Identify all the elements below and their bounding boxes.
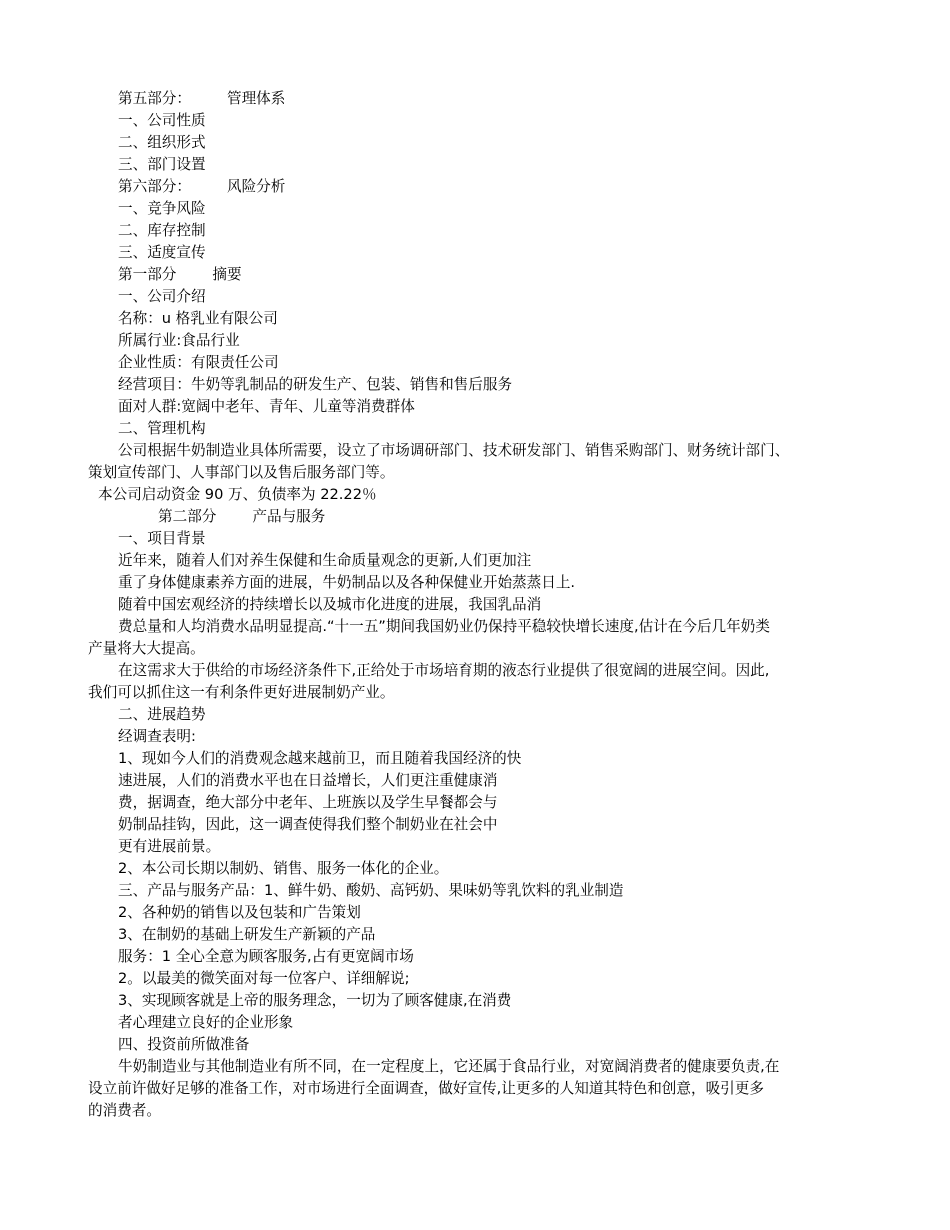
text-line: 3、在制奶的基础上研发生产新颖的产品 — [118, 926, 376, 943]
paragraph-line: 公司根据牛奶制造业具体所需要，设立了市场调研部门、技术研发部门、销售采购部门、财务统计部门、 — [118, 442, 790, 459]
list-item: 一、公司性质 — [118, 112, 206, 129]
list-item: 三、部门设置 — [118, 156, 206, 173]
section-heading-part5: 第五部分： 管理体系 — [118, 90, 286, 107]
paragraph-line: 的消费者。 — [88, 1102, 161, 1119]
list-item: 一、竞争风险 — [118, 200, 206, 217]
subheading: 四、投资前所做准备 — [118, 1036, 250, 1053]
paragraph-line: 速进展，人们的消费水平也在日益增长，人们更注重健康消 — [118, 772, 498, 789]
section-heading-part6: 第六部分： 风险分析 — [118, 178, 286, 195]
text-line: 经调查表明: — [118, 728, 196, 745]
text-line: 名称：u 格乳业有限公司 — [118, 310, 278, 327]
text-line: 经营项目：牛奶等乳制品的研发生产、包装、销售和售后服务 — [118, 376, 513, 393]
paragraph-line: 1、现如今人们的消费观念越来越前卫，而且随着我国经济的快 — [118, 750, 522, 767]
paragraph-line: 更有进展前景。 — [118, 838, 221, 855]
subheading: 一、项目背景 — [118, 530, 206, 547]
subheading: 一、公司介绍 — [118, 288, 206, 305]
paragraph-line: 策划宣传部门、人事部门以及售后服务部门等。 — [88, 464, 395, 481]
text-line: 2、本公司长期以制奶、销售、服务一体化的企业。 — [118, 860, 449, 877]
list-item: 二、组织形式 — [118, 134, 206, 151]
paragraph-line: 牛奶制造业与其他制造业有所不同，在一定程度上，它还属于食品行业，对宽阔消费者的健康要负责,在 — [118, 1058, 780, 1075]
subheading: 二、管理机构 — [118, 420, 206, 437]
text-line: 3、实现顾客就是上帝的服务理念，一切为了顾客健康,在消费 — [118, 992, 512, 1009]
paragraph-line: 费，据调查，绝大部分中老年、上班族以及学生早餐都会与 — [118, 794, 498, 811]
text-line: 所属行业:食品行业 — [118, 332, 240, 349]
text-line: 2。以最美的微笑面对每一位客户、详细解说; — [118, 970, 410, 987]
text-line: 2、各种奶的销售以及包装和广告策划 — [118, 904, 361, 921]
paragraph-line: 我们可以抓住这一有利条件更好进展制奶产业。 — [88, 684, 395, 701]
text-line: 服务：1 全心全意为顾客服务,占有更宽阔市场 — [118, 948, 414, 965]
text-line: 者心理建立良好的企业形象 — [118, 1014, 294, 1031]
text-line: 企业性质：有限责任公司 — [118, 354, 279, 371]
paragraph-line: 产量将大大提高。 — [88, 640, 205, 657]
paragraph-line: 在这需求大于供给的市场经济条件下,正给处于市场培育期的液态行业提供了很宽阔的进展空间。因此, — [118, 662, 770, 679]
paragraph-line: 费总量和人均消费水品明显提高.“十一五”期间我国奶业仍保持平稳较快增长速度,估计在今后几年奶类 — [118, 618, 770, 635]
text-line: 本公司启动资金 90 万、负债率为 22.22％ — [98, 486, 377, 503]
subheading: 三、产品与服务产品：1、鲜牛奶、酸奶、高钙奶、果味奶等乳饮料的乳业制造 — [118, 882, 624, 899]
paragraph-line: 设立前许做好足够的准备工作，对市场进行全面调查，做好宣传,让更多的人知道其特色和创意，吸引更多 — [88, 1080, 764, 1097]
paragraph-line: 随着中国宏观经济的持续增长以及城市化进度的进展，我国乳品消 — [118, 596, 542, 613]
section-heading-part2: 第二部分 产品与服务 — [158, 508, 326, 525]
section-heading-part1: 第一部分 摘要 — [118, 266, 242, 283]
list-item: 二、库存控制 — [118, 222, 206, 239]
list-item: 三、适度宣传 — [118, 244, 206, 261]
text-line: 面对人群:宽阔中老年、青年、儿童等消费群体 — [118, 398, 415, 415]
subheading: 二、进展趋势 — [118, 706, 206, 723]
paragraph-line: 近年来，随着人们对养生保健和生命质量观念的更新,人们更加注 — [118, 552, 532, 569]
paragraph-line: 奶制品挂钩，因此，这一调查使得我们整个制奶业在社会中 — [118, 816, 498, 833]
paragraph-line: 重了身体健康素养方面的进展，牛奶制品以及各种保健业开始蒸蒸日上. — [118, 574, 576, 591]
